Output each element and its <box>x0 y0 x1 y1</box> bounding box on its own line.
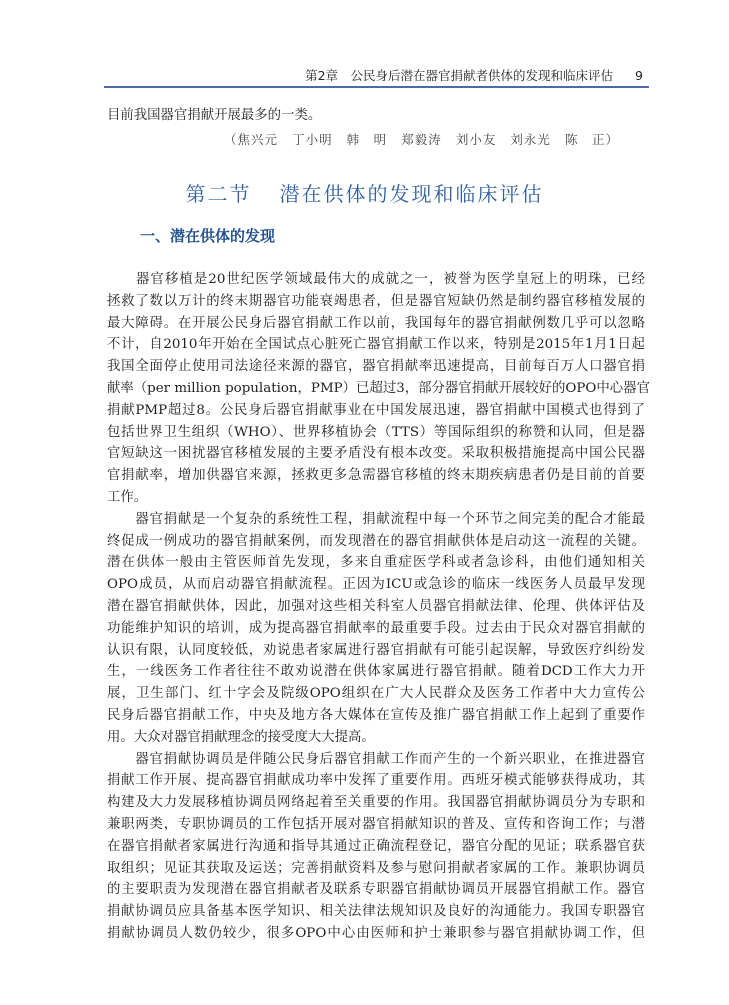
author: 刘小友 <box>455 132 497 147</box>
paragraph-line: 展，卫生部门、红十字会及院级OPO组织在广大人民群众及医务工作者中大力宣传公 <box>107 686 645 702</box>
author: 丁小明 <box>292 132 333 147</box>
paragraph-line: 包括世界卫生组织（WHO）、世界移植协会（TTS）等国际组织的称赞和认同，但是器 <box>107 424 645 440</box>
paragraph-line: 器官捐献是一个复杂的系统性工程，捐献流程中每一个环节之间完美的配合才能最 <box>107 511 645 527</box>
running-header <box>300 66 643 84</box>
paragraph-line: 在器官捐献者家属进行沟通和指导其通过正确流程登记，器官分配的见证；联系器官获 <box>107 838 645 854</box>
paragraph-line: 构建及大力发展移植协调员网络起着至关重要的作用。我国器官捐献协调员分为专职和 <box>107 795 645 811</box>
paragraph-line: 献率（per million population，PMP）已超过3，部分器官捐献开展较好的OPO中心器官 <box>107 381 650 396</box>
author: 郑毅涛 <box>401 132 442 147</box>
paragraph-line: 不计，自2010年开始在全国试点心脏死亡器官捐献工作以来，特别是2015年1月1日起 <box>107 337 645 353</box>
paragraph-line: 用。大众对器官捐献理念的接受度大大提高。 <box>107 729 375 745</box>
intro-line: 目前我国器官捐献开展最多的一类。 <box>107 108 322 123</box>
section-name: 潜在供体的发现和临床评估 <box>279 182 544 206</box>
paragraph-line: 官捐献率，增加供器官来源，拯救更多急需器官移植的终末期疾病患者仍是目前的首要 <box>107 468 645 484</box>
paragraph-line: 兼职两类，专职协调员的工作包括开展对器官捐献知识的普及、宣传和咨询工作；与潜 <box>107 817 645 832</box>
paragraph-line: 器官捐献协调员是伴随公民身后器官捐献工作而产生的一个新兴职业，在推进器官 <box>107 751 645 767</box>
author: 韩 明 <box>346 132 388 147</box>
paragraph-line: 功能维护知识的培训，成为提高器官捐献率的最重要手段。过去由于民众对器官捐献的 <box>107 620 645 636</box>
header-rule <box>104 86 649 88</box>
section-number: 第二节 <box>185 182 252 206</box>
paragraph-line: 工作。 <box>107 490 148 505</box>
section-title <box>0 178 729 207</box>
paragraph-line: 生，一线医务工作者往往不敢劝说潜在供体家属进行器官捐献。随着DCD工作大力开 <box>107 664 645 680</box>
paragraph-line: 捐献PMP超过8。公民身后器官捐献事业在中国发展迅速，器官捐献中国模式也得到了 <box>107 402 645 418</box>
paragraph-line: 潜在器官捐献供体，因此，加强对这些相关科室人员器官捐献法律、伦理、供体评估及 <box>107 599 645 614</box>
paragraph-line: 终促成一例成功的器官捐献案例，而发现潜在的器官捐献供体是启动这一流程的关键。 <box>107 533 645 549</box>
author-list <box>224 130 619 148</box>
page-number: 9 <box>635 68 643 83</box>
author: 陈 正） <box>564 132 619 147</box>
author: （焦兴元 <box>224 132 279 147</box>
author: 刘永光 <box>510 132 551 147</box>
paragraph-line: 拯救了数以万计的终末期器官功能衰竭患者，但是器官短缺仍然是制约器官移植发展的 <box>107 293 645 309</box>
paragraph-line: OPO成员，从而启动器官捐献流程。正因为ICU或急诊的临床一线医务人员最早发现 <box>107 577 645 593</box>
paragraph-line: 潜在供体一般由主管医师首先发现，多来自重症医学科或者急诊科，由他们通知相关 <box>107 555 645 571</box>
paragraph-line: 我国全面停止使用司法途径来源的器官，器官捐献率迅速提高，目前每百万人口器官捐 <box>107 359 645 375</box>
paragraph-line: 捐献工作开展、提高器官捐献成功率中发挥了重要作用。西班牙模式能够获得成功，其 <box>107 773 645 789</box>
paragraph-line: 捐献协调员人数仍较少，很多OPO中心由医师和护士兼职参与器官捐献协调工作，但 <box>107 926 645 941</box>
subheading: 一、潜在供体的发现 <box>140 227 276 245</box>
paragraph-line: 器官移植是20世纪医学领域最伟大的成就之一，被誉为医学皇冠上的明珠，已经 <box>107 272 645 287</box>
paragraph-line: 最大障碍。在开展公民身后器官捐献工作以前，我国每年的器官捐献例数几乎可以忽略 <box>107 315 645 331</box>
chapter-title: 第2章 公民身后潜在器官捐献者供体的发现和临床评估 <box>305 68 614 83</box>
paragraph-line: 的主要职责为发现潜在器官捐献者及联系专职器官捐献协调员开展器官捐献工作。器官 <box>107 882 645 898</box>
paragraph-line: 官短缺这一困扰器官移植发展的主要矛盾没有根本改变。采取积极措施提高中国公民器 <box>107 446 645 462</box>
paragraph-line: 认识有限，认同度较低，劝说患者家属进行器官捐献有可能引起误解，导致医疗纠纷发 <box>107 642 645 658</box>
paragraph-line: 取组织；见证其获取及运送；完善捐献资料及参与慰问捐献者家属的工作。兼职协调员 <box>107 860 645 876</box>
paragraph-line: 民身后器官捐献工作，中央及地方各大媒体在宣传及推广器官捐献工作上起到了重要作 <box>107 708 645 723</box>
paragraph-line: 捐献协调员应具备基本医学知识、相关法律法规知识及良好的沟通能力。我国专职器官 <box>107 904 645 920</box>
